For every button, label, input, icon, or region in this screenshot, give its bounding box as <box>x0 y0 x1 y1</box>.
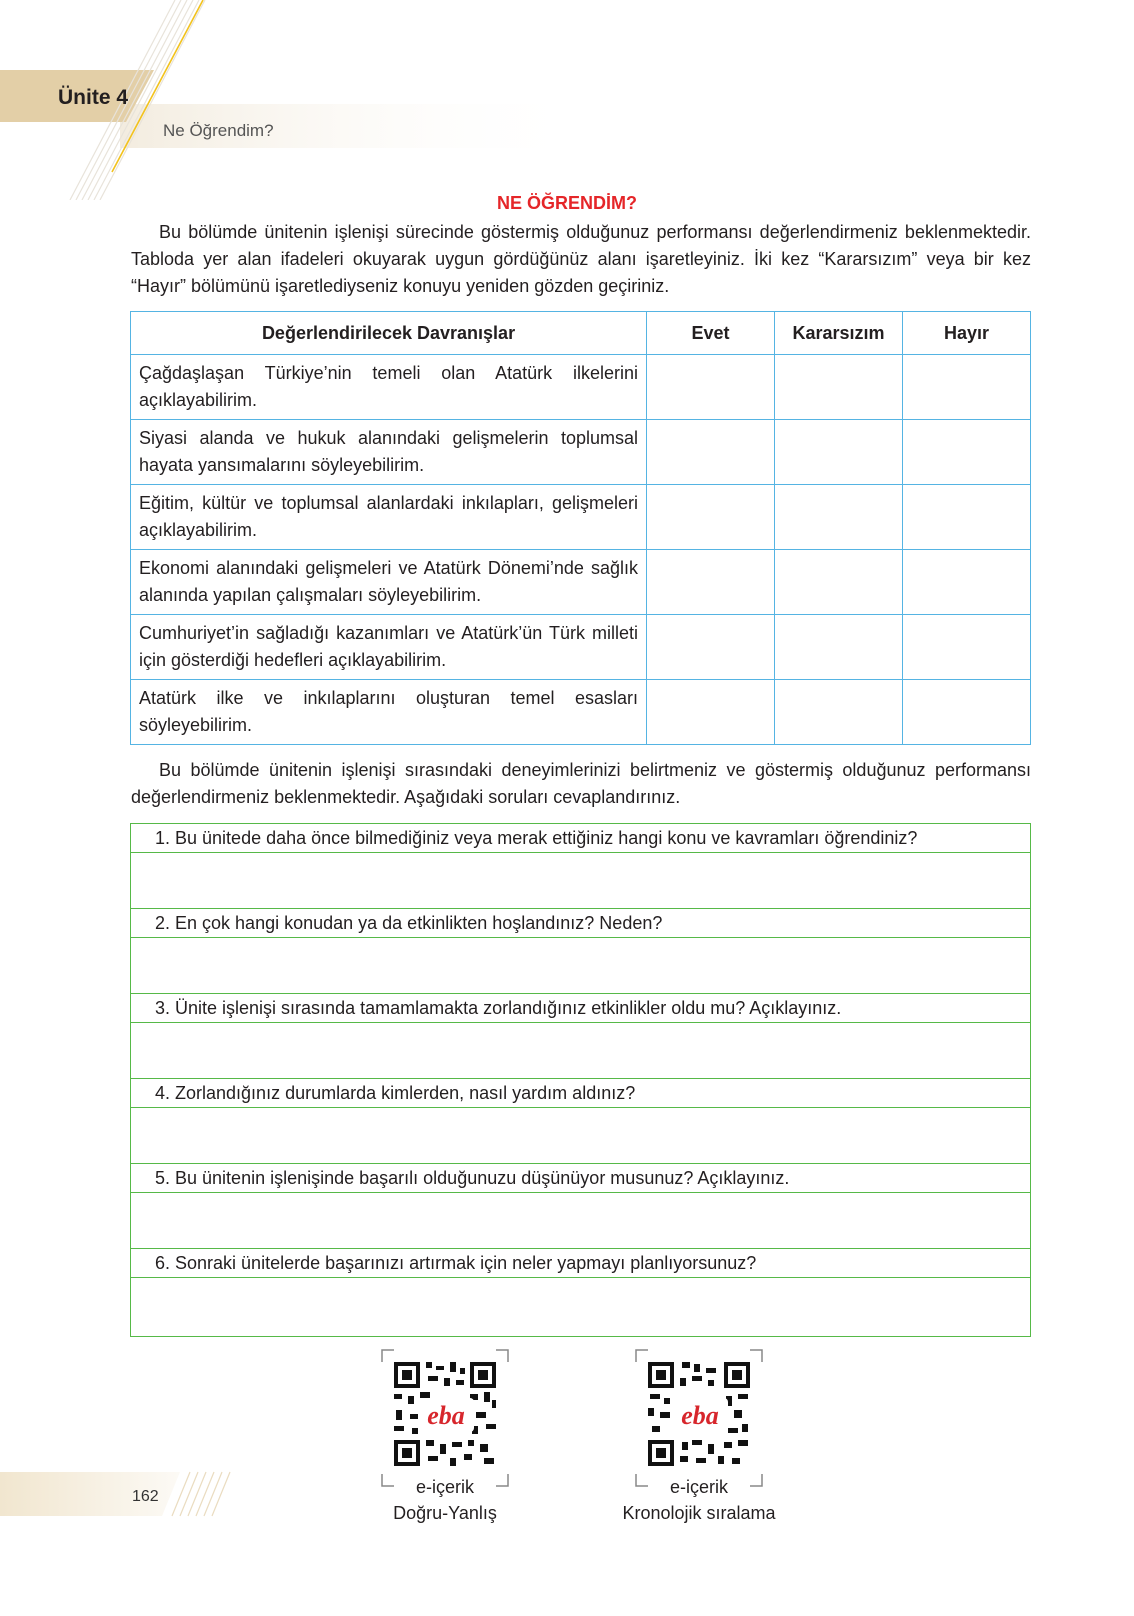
yes-cell[interactable] <box>647 420 775 485</box>
header-behaviors: Değerlendirilecek Davranışlar <box>131 312 647 355</box>
behavior-cell: Siyasi alanda ve hukuk alanındaki gelişmelerin toplumsal hayata yansımalarını söyleyebilirim. <box>131 420 647 485</box>
answer-line-3[interactable] <box>131 1023 1030 1079</box>
qr-caption-2-line2: Kronolojik sıralama <box>622 1503 776 1523</box>
question-2: 2. En çok hangi konudan ya da etkinlikten hoşlandınız? Neden? <box>131 909 1030 938</box>
question-6: 6. Sonraki ünitelerde başarınızı artırmak için neler yapmayı planlıyorsunuz? <box>131 1249 1030 1278</box>
evaluation-table <box>130 311 1031 745</box>
undecided-cell[interactable] <box>775 680 903 745</box>
undecided-cell[interactable] <box>775 550 903 615</box>
header-yes: Evet <box>647 312 775 355</box>
yes-cell[interactable] <box>647 550 775 615</box>
page-title: NE ÖĞRENDİM? <box>496 193 637 213</box>
behavior-cell: Çağdaşlaşan Türkiye’nin temeli olan Atatürk ilkelerini açıklayabilirim. <box>131 355 647 420</box>
answer-line-2[interactable] <box>131 938 1030 994</box>
unit-label: Ünite 4 <box>58 86 129 109</box>
qr-code-dogru-yanlis[interactable] <box>380 1348 510 1488</box>
header-no: Hayır <box>903 312 1031 355</box>
no-cell[interactable] <box>903 420 1031 485</box>
question-3: 3. Ünite işlenişi sırasında tamamlamakta zorlandığınız etkinlikler oldu mu? Açıklayınız. <box>131 994 1030 1023</box>
question-1: 1. Bu ünitede daha önce bilmediğiniz veya merak ettiğiniz hangi konu ve kavramları öğrendiniz? <box>131 824 1030 853</box>
answer-line-6[interactable] <box>131 1278 1030 1336</box>
no-cell[interactable] <box>903 615 1031 680</box>
yes-cell[interactable] <box>647 355 775 420</box>
yes-cell[interactable] <box>647 680 775 745</box>
undecided-cell[interactable] <box>775 485 903 550</box>
no-cell[interactable] <box>903 485 1031 550</box>
behavior-cell: Cumhuriyet’in sağladığı kazanımları ve Atatürk’ün Türk milleti için gösterdiği hedefleri açıklayabilirim. <box>131 615 647 680</box>
qr-code-kronolojik[interactable] <box>634 1348 764 1488</box>
answer-line-5[interactable] <box>131 1193 1030 1249</box>
breadcrumb: Ne Öğrendim? <box>163 121 274 140</box>
question-5: 5. Bu ünitenin işlenişinde başarılı olduğunuzu düşünüyor musunuz? Açıklayınız. <box>131 1164 1030 1193</box>
no-cell[interactable] <box>903 355 1031 420</box>
yes-cell[interactable] <box>647 615 775 680</box>
page-number: 162 <box>132 1488 159 1505</box>
reflection-text: Bu bölümde ünitenin işlenişi sırasındaki deneyimlerinizi belirtmeniz ve göstermiş olduğunuz performansı değerlendirmeniz beklenmektedir. Aşağıdaki soruları cevaplandırınız. <box>131 760 1031 807</box>
answer-line-1[interactable] <box>131 853 1030 909</box>
header-undecided: Kararsızım <box>775 312 903 355</box>
undecided-cell[interactable] <box>775 615 903 680</box>
table-row <box>131 550 1031 615</box>
reflection-paragraph <box>131 757 1031 811</box>
qr-caption-1-line1: e-içerik <box>415 1477 474 1497</box>
yes-cell[interactable] <box>647 485 775 550</box>
question-4: 4. Zorlandığınız durumlarda kimlerden, nasıl yardım aldınız? <box>131 1079 1030 1108</box>
table-row <box>131 615 1031 680</box>
behavior-cell: Ekonomi alanındaki gelişmeleri ve Atatürk Dönemi’nde sağlık alanında yapılan çalışmaları söyleyebilirim. <box>131 550 647 615</box>
undecided-cell[interactable] <box>775 355 903 420</box>
table-header-row <box>131 312 1031 355</box>
questions-box <box>130 823 1031 1337</box>
qr-caption-2 <box>604 1474 794 1526</box>
undecided-cell[interactable] <box>775 420 903 485</box>
table-row <box>131 485 1031 550</box>
behavior-cell: Eğitim, kültür ve toplumsal alanlardaki inkılapları, gelişmeleri açıklayabilirim. <box>131 485 647 550</box>
eba-logo: eba <box>681 1401 719 1430</box>
answer-line-4[interactable] <box>131 1108 1030 1164</box>
header-decoration <box>0 0 1134 200</box>
table-row <box>131 680 1031 745</box>
table-row <box>131 420 1031 485</box>
no-cell[interactable] <box>903 550 1031 615</box>
behavior-cell: Atatürk ilke ve inkılaplarını oluşturan temel esasları söyleyebilirim. <box>131 680 647 745</box>
eba-logo: eba <box>427 1401 465 1430</box>
intro-paragraph <box>131 219 1031 300</box>
qr-caption-1 <box>370 1474 520 1526</box>
no-cell[interactable] <box>903 680 1031 745</box>
qr-caption-1-line2: Doğru-Yanlış <box>393 1503 497 1523</box>
intro-text: Bu bölümde ünitenin işlenişi sürecinde göstermiş olduğunuz performansı değerlendirmeniz beklenmektedir. Tabloda yer alan ifadeleri okuyarak uygun gördüğünüz alanı işaretleyiniz. İki kez “Kararsızım” veya bir kez “Hayır” bölümünü işaretlediyseniz konuyu yeniden gözden geçiriniz. <box>131 222 1031 296</box>
qr-caption-2-line1: e-içerik <box>669 1477 728 1497</box>
table-row <box>131 355 1031 420</box>
